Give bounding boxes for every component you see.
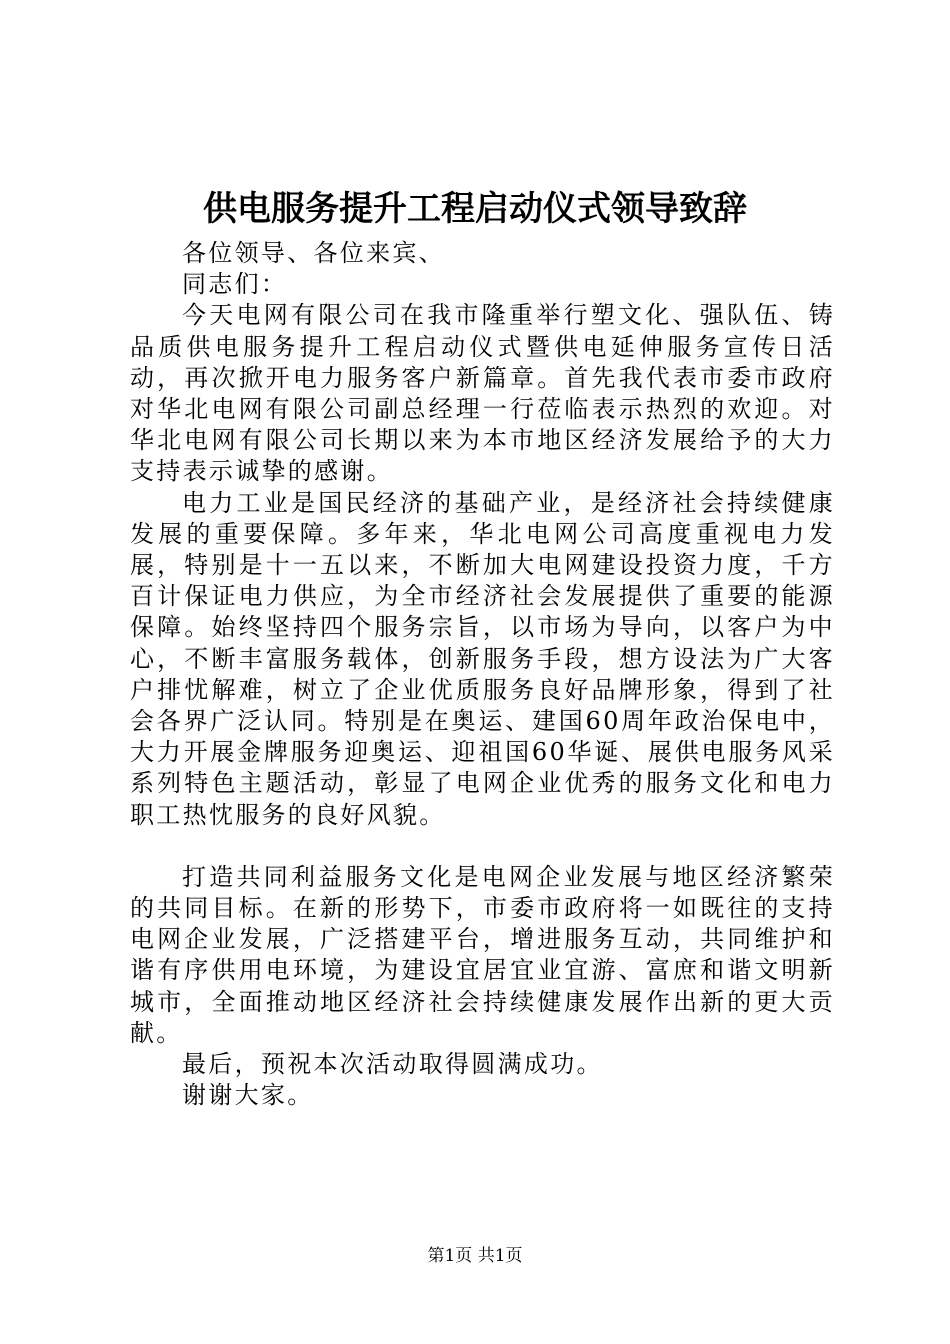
- body-paragraph-2: 电力工业是国民经济的基础产业，是经济社会持续健康发展的重要保障。多年来，华北电网公司高度重视电力发展，特别是十一五以来，不断加大电网建设投资力度，千方百计保证电力供应，为全市经济社会发展提供了重要的能源保障。始终坚持四个服务宗旨，以市场为导向，以客户为中心，不断丰富服务载体，创新服务手段，想方设法为广大客户排忧解难，树立了企业优质服务良好品牌形象，得到了社会各界广泛认同。特别是在奥运、建国60周年政治保电中，大力开展金牌服务迎奥运、迎祖国60华诞、展供电服务风采系列特色主题活动，彰显了电网企业优秀的服务文化和电力职工热忱服务的良好风貌。: [130, 488, 835, 829]
- closing-wish: 最后，预祝本次活动取得圆满成功。: [182, 1050, 603, 1079]
- document-body: [130, 238, 835, 1111]
- closing-thanks: 谢谢大家。: [182, 1081, 314, 1110]
- salutation-line-1: 各位领导、各位来宾、: [182, 239, 445, 267]
- body-paragraph-3: 打造共同利益服务文化是电网企业发展与地区经济繁荣的共同目标。在新的形势下，市委市政府将一如既往的支持电网企业发展，广泛搭建平台，增进服务互动，共同维护和谐有序供用电环境，为建设宜居宜业宜游、富庶和谐文明新城市，全面推动地区经济社会持续健康发展作出新的更大贡献。: [130, 862, 835, 1047]
- body-paragraph-1: 今天电网有限公司在我市隆重举行塑文化、强队伍、铸品质供电服务提升工程启动仪式暨供电延伸服务宣传日活动，再次掀开电力服务客户新篇章。首先我代表市委市政府对华北电网有限公司副总经理一行莅临表示热烈的欢迎。对华北电网有限公司长期以来为本市地区经济发展给予的大力支持表示诚挚的感谢。: [130, 301, 835, 486]
- document-title: 供电服务提升工程启动仪式领导致辞: [203, 189, 747, 229]
- salutation-line-2: 同志们：: [182, 270, 288, 299]
- page-footer: 第1页 共1页: [427, 1246, 523, 1266]
